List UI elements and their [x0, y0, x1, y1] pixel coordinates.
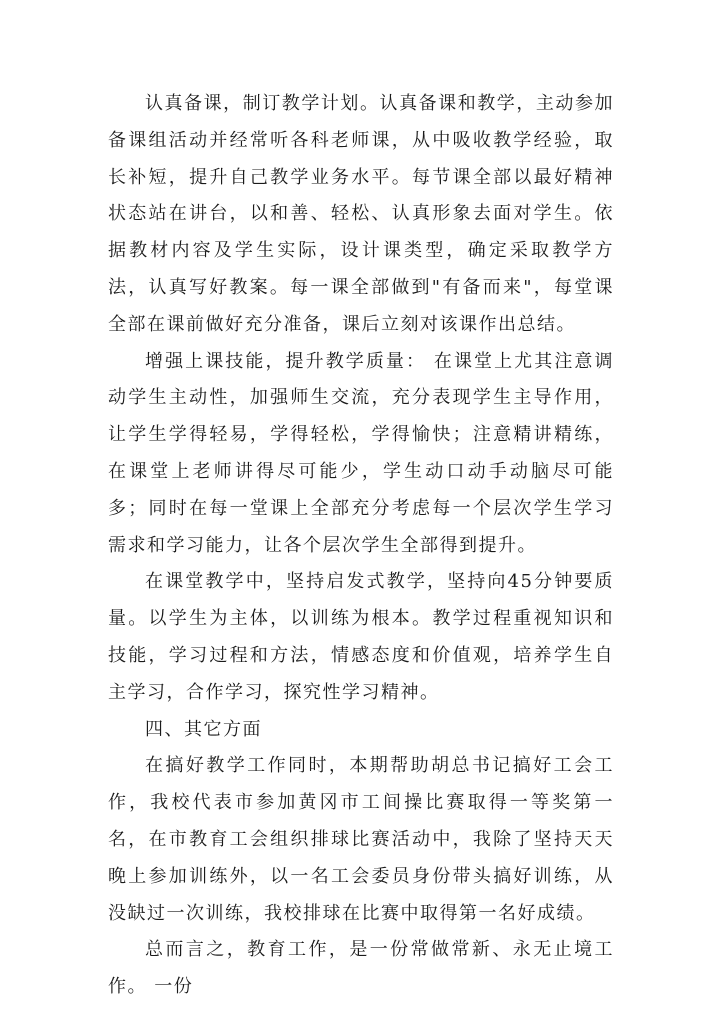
paragraph-teaching-skills: 增强上课技能，提升教学质量： 在课堂上尤其注意调动学生主动性，加强师生交流，充分表现学生主导作用，让学生学得轻易，学得轻松，学得愉快；注意精讲精练，在课堂上老师讲得尽可能少，学生动口动手动脑尽可能多；同时在每一堂课上全部充分考虑每一个层次学生学习需求和学习能力，让各个层次学生全部得到提升。 [108, 350, 614, 556]
paragraph-conclusion: 总而言之，教育工作，是一份常做常新、永无止境工作。 一份 [108, 939, 614, 998]
document-body [108, 86, 614, 1006]
paragraph-classroom-teaching: 在课堂教学中，坚持启发式教学，坚持向45分钟要质量。以学生为主体，以训练为根本。教学过程重视知识和技能，学习过程和方法，情感态度和价值观，培养学生自主学习，合作学习，探究性学习精神。 [108, 571, 614, 703]
paragraph-union-work: 在搞好教学工作同时，本期帮助胡总书记搞好工会工作，我校代表市参加黄冈市工间操比赛取得一等奖第一名，在市教育工会组织排球比赛活动中，我除了坚持天天晚上参加训练外，以一名工会委员身份带头搞好训练，从没缺过一次训练，我校排球在比赛中取得第一名好成绩。 [108, 755, 614, 924]
section-heading-other-aspects: 四、其它方面 [145, 718, 262, 740]
paragraph-lesson-preparation: 认真备课，制订教学计划。认真备课和教学，主动参加备课组活动并经常听各科老师课，从中吸收教学经验，取长补短，提升自己教学业务水平。每节课全部以最好精神状态站在讲台，以和善、轻松、认真形象去面对学生。依据教材内容及学生实际，设计课类型，确定采取教学方法，认真写好教案。每一课全部做到"有备而来"，每堂课全部在课前做好充分准备，课后立刻对该课作出总结。 [108, 93, 614, 335]
